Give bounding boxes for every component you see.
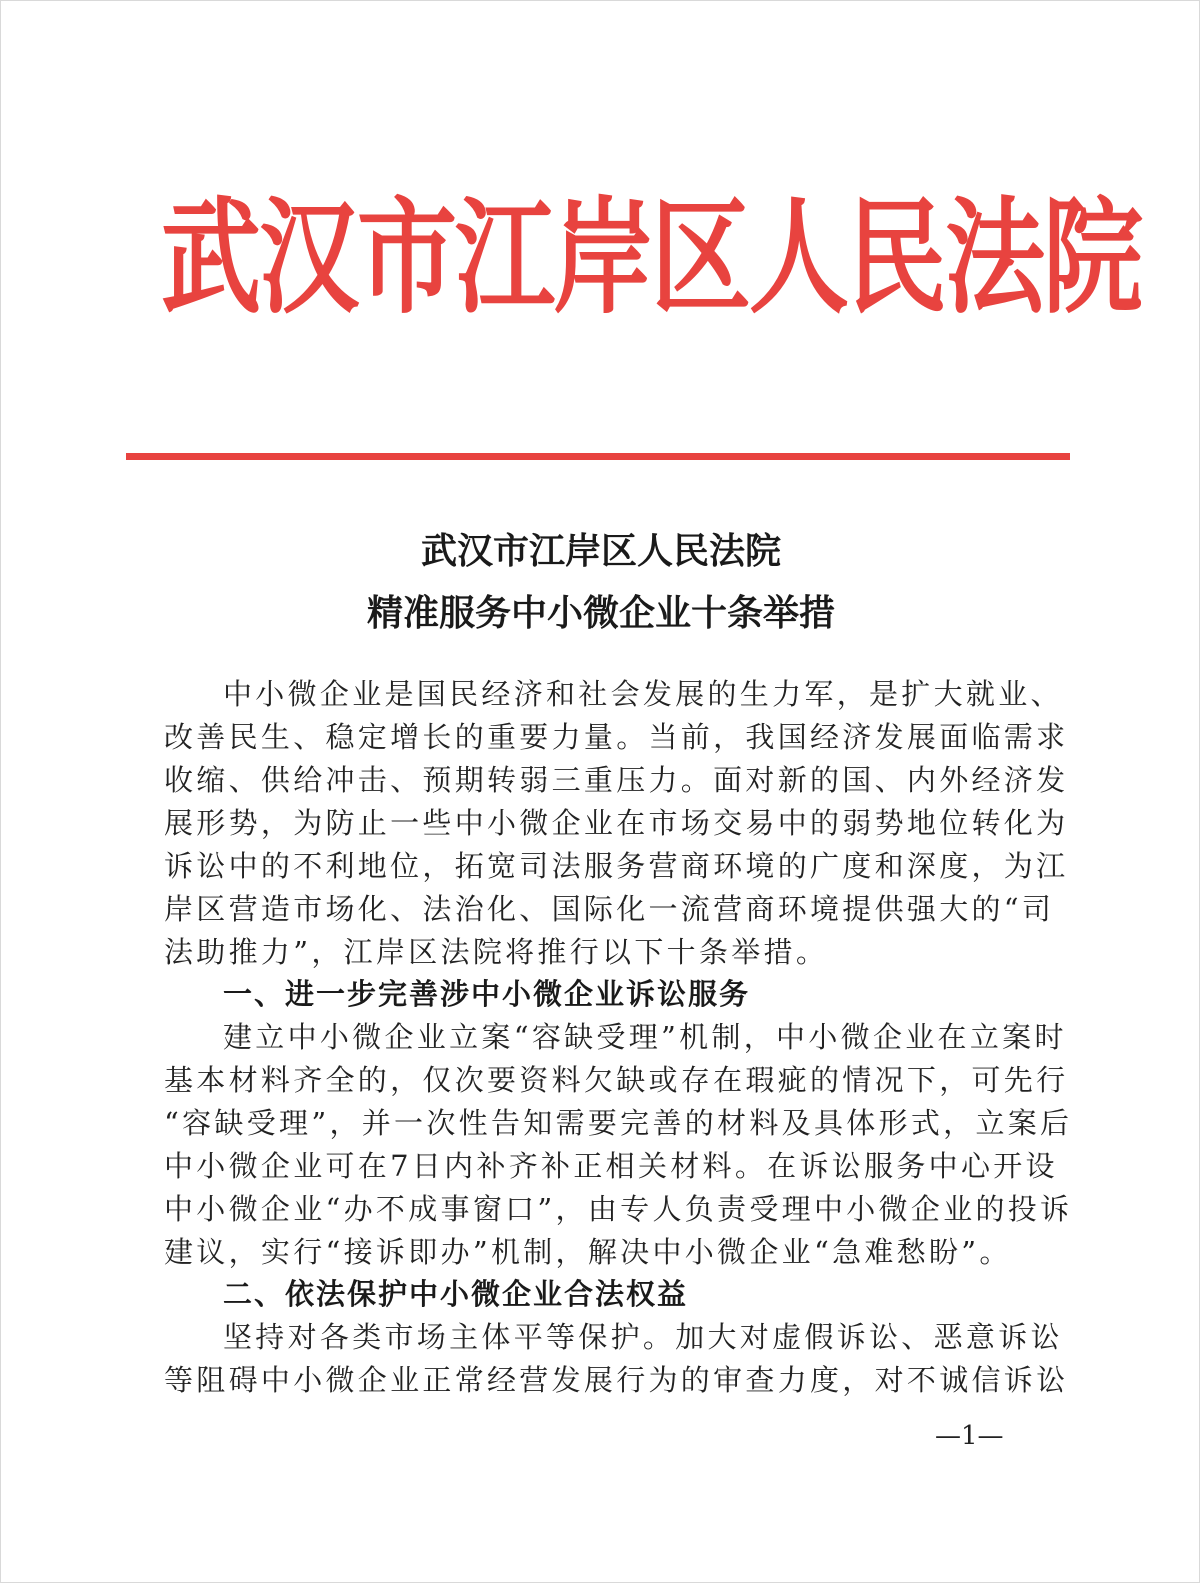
section-1-line-4: 中小微企业可在7日内补齐补正相关材料。在诉讼服务中心开设 bbox=[164, 1149, 1058, 1183]
section-1-line-1: 建立中小微企业立案“容缺受理”机制，中小微企业在立案时 bbox=[223, 1020, 1067, 1054]
intro-line-7: 法助推力”，江岸区法院将推行以下十条举措。 bbox=[164, 935, 829, 969]
section-2-heading: 二、依法保护中小微企业合法权益 bbox=[223, 1277, 689, 1311]
section-1-line-6: 建议，实行“接诉即办”机制，解决中小微企业“急难愁盼”。 bbox=[164, 1235, 1012, 1269]
page-number: —1— bbox=[935, 1421, 1004, 1451]
section-2-line-2: 等阻碍中小微企业正常经营发展行为的审查力度，对不诚信诉讼 bbox=[164, 1363, 1069, 1397]
section-1-heading: 一、进一步完善涉中小微企业诉讼服务 bbox=[223, 977, 751, 1011]
document-title-line-2: 精准服务中小微企业十条举措 bbox=[366, 592, 835, 634]
intro-line-5: 诉讼中的不利地位，拓宽司法服务营商环境的广度和深度，为江 bbox=[164, 849, 1069, 883]
court-masthead: 武汉市江岸区人民法院 bbox=[161, 183, 1141, 331]
section-2-line-1: 坚持对各类市场主体平等保护。加大对虚假诉讼、恶意诉讼 bbox=[223, 1320, 1063, 1354]
intro-line-1: 中小微企业是国民经济和社会发展的生力军，是扩大就业、 bbox=[223, 677, 1063, 711]
document-title-line-1: 武汉市江岸区人民法院 bbox=[420, 530, 781, 572]
intro-line-3: 收缩、供给冲击、预期转弱三重压力。面对新的国、内外经济发 bbox=[164, 763, 1069, 797]
section-1-line-2: 基本材料齐全的，仅次要资料欠缺或存在瑕疵的情况下，可先行 bbox=[164, 1063, 1069, 1097]
intro-line-4: 展形势，为防止一些中小微企业在市场交易中的弱势地位转化为 bbox=[164, 806, 1069, 840]
section-1-line-3: “容缺受理”，并一次性告知需要完善的材料及具体形式，立案后 bbox=[164, 1106, 1073, 1140]
red-divider-rule bbox=[126, 453, 1070, 460]
intro-line-6: 岸区营造市场化、法治化、国际化一流营商环境提供强大的“司 bbox=[164, 892, 1055, 926]
section-1-line-5: 中小微企业“办不成事窗口”，由专人负责受理中小微企业的投诉 bbox=[164, 1192, 1073, 1226]
intro-line-2: 改善民生、稳定增长的重要力量。当前，我国经济发展面临需求 bbox=[164, 720, 1069, 754]
